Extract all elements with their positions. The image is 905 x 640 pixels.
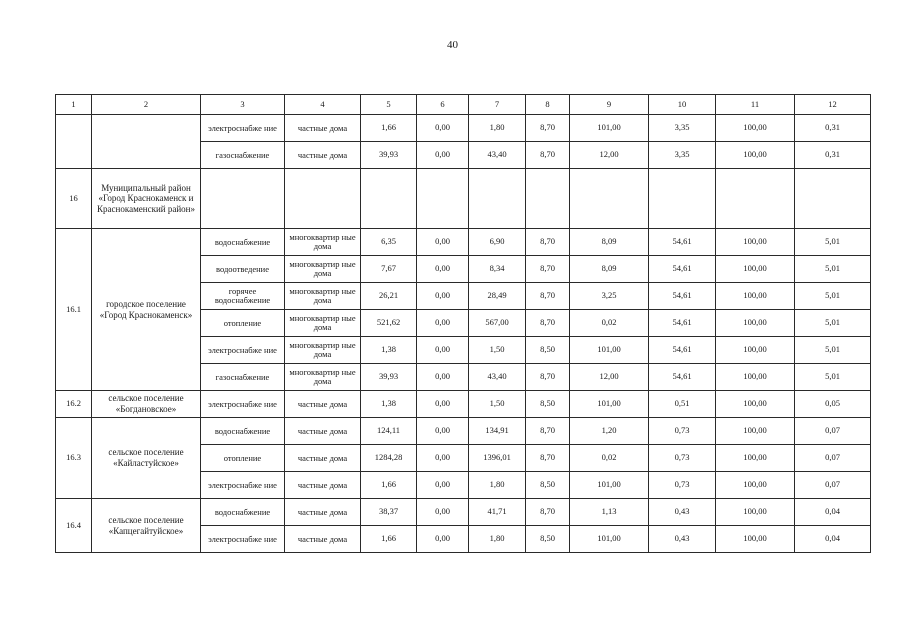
table-cell	[570, 169, 649, 229]
table-cell: 0,00	[417, 391, 469, 418]
table-cell: 0,31	[795, 115, 871, 142]
table-cell: 0,00	[417, 256, 469, 283]
table-cell: 6,35	[361, 229, 417, 256]
header-cell: 1	[56, 95, 92, 115]
row-number: 16.1	[56, 229, 92, 391]
table-cell: 0,43	[649, 499, 716, 526]
municipality-name: городское поселение «Город Краснокаменск»	[92, 229, 201, 391]
table-row	[56, 418, 871, 445]
row-number	[56, 115, 92, 169]
table-cell: 0,02	[570, 445, 649, 472]
table-cell: 1,50	[469, 337, 526, 364]
table-cell: 8,70	[526, 499, 570, 526]
table-row	[56, 391, 871, 418]
table-cell: 0,04	[795, 526, 871, 553]
row-number: 16.3	[56, 418, 92, 499]
table-cell: 54,61	[649, 337, 716, 364]
table-cell: 101,00	[570, 391, 649, 418]
table-cell: 1,38	[361, 337, 417, 364]
table-row	[56, 229, 871, 256]
table-cell: 5,01	[795, 256, 871, 283]
table-cell: 54,61	[649, 310, 716, 337]
municipality-name: сельское поселение «Богдановское»	[92, 391, 201, 418]
table-cell: 101,00	[570, 337, 649, 364]
table-cell: 8,70	[526, 310, 570, 337]
table-cell: 101,00	[570, 526, 649, 553]
table-cell: 8,70	[526, 418, 570, 445]
table-cell: газоснабжение	[201, 364, 285, 391]
table-row	[56, 115, 871, 142]
table-cell: 8,50	[526, 337, 570, 364]
table-cell: 0,43	[649, 526, 716, 553]
table-cell: многоквартир ные дома	[285, 310, 361, 337]
table-cell: 100,00	[716, 256, 795, 283]
table-cell: электроснабже ние	[201, 337, 285, 364]
table-cell: газоснабжение	[201, 142, 285, 169]
table-cell: 12,00	[570, 142, 649, 169]
table-cell: 1,66	[361, 472, 417, 499]
table-cell: 0,73	[649, 472, 716, 499]
table-cell: отопление	[201, 445, 285, 472]
table-cell: многоквартир ные дома	[285, 364, 361, 391]
table-cell: 38,37	[361, 499, 417, 526]
table-cell: 0,07	[795, 472, 871, 499]
table-cell: 0,07	[795, 418, 871, 445]
table-cell: 124,11	[361, 418, 417, 445]
table-cell: 8,70	[526, 364, 570, 391]
table-cell: 0,51	[649, 391, 716, 418]
table-cell: 1,66	[361, 526, 417, 553]
header-cell: 11	[716, 95, 795, 115]
table-cell: частные дома	[285, 391, 361, 418]
table-cell	[285, 169, 361, 229]
row-number: 16.2	[56, 391, 92, 418]
table-cell: 0,73	[649, 445, 716, 472]
table-cell: 8,34	[469, 256, 526, 283]
table-cell: 100,00	[716, 499, 795, 526]
header-cell: 2	[92, 95, 201, 115]
table-cell: 39,93	[361, 142, 417, 169]
table-cell: многоквартир ные дома	[285, 256, 361, 283]
table-cell: 8,70	[526, 115, 570, 142]
table-cell: 5,01	[795, 337, 871, 364]
table-cell: частные дома	[285, 472, 361, 499]
table-cell: 5,01	[795, 283, 871, 310]
table-cell: 0,00	[417, 526, 469, 553]
header-cell: 10	[649, 95, 716, 115]
table-cell: 0,00	[417, 337, 469, 364]
table-cell: 1,80	[469, 526, 526, 553]
table-cell: 0,00	[417, 364, 469, 391]
table-cell: 0,00	[417, 472, 469, 499]
table-cell: электроснабже ние	[201, 472, 285, 499]
table-cell: 3,25	[570, 283, 649, 310]
table-cell: 1,20	[570, 418, 649, 445]
table-cell: частные дома	[285, 115, 361, 142]
table-cell: 0,00	[417, 310, 469, 337]
table-cell: многоквартир ные дома	[285, 229, 361, 256]
municipality-name: Муниципальный район «Город Краснокаменск и Краснокаменский район»	[92, 169, 201, 229]
table-cell: 101,00	[570, 115, 649, 142]
table-cell: 100,00	[716, 142, 795, 169]
table-cell	[716, 169, 795, 229]
table-cell: водоснабжение	[201, 418, 285, 445]
table-cell: 134,91	[469, 418, 526, 445]
table-cell: 0,00	[417, 142, 469, 169]
table-cell: 100,00	[716, 310, 795, 337]
table-cell: 567,00	[469, 310, 526, 337]
table-cell: 8,70	[526, 283, 570, 310]
table-cell: 0,00	[417, 445, 469, 472]
header-cell: 3	[201, 95, 285, 115]
table-cell: 0,02	[570, 310, 649, 337]
table-cell: 8,70	[526, 445, 570, 472]
row-number: 16.4	[56, 499, 92, 553]
table-cell: 100,00	[716, 337, 795, 364]
table-cell: 1,80	[469, 115, 526, 142]
table-cell: 39,93	[361, 364, 417, 391]
table-cell: 0,07	[795, 445, 871, 472]
table-cell: 43,40	[469, 142, 526, 169]
table-cell: 8,50	[526, 391, 570, 418]
table-cell: 0,04	[795, 499, 871, 526]
municipality-name: сельское поселение «Капцегайтуйское»	[92, 499, 201, 553]
table-cell: частные дома	[285, 499, 361, 526]
municipality-name: сельское поселение «Кайластуйское»	[92, 418, 201, 499]
tariff-table	[55, 94, 871, 553]
table-cell: 100,00	[716, 364, 795, 391]
header-cell: 8	[526, 95, 570, 115]
table-cell: 101,00	[570, 472, 649, 499]
table-cell: 8,70	[526, 229, 570, 256]
table-cell: 0,00	[417, 283, 469, 310]
page-number: 40	[447, 39, 458, 51]
table-cell: 100,00	[716, 391, 795, 418]
table-cell: 1,66	[361, 115, 417, 142]
table-cell: 1284,28	[361, 445, 417, 472]
row-number: 16	[56, 169, 92, 229]
table-cell: электроснабже ние	[201, 115, 285, 142]
table-cell: 100,00	[716, 472, 795, 499]
table-cell: 5,01	[795, 229, 871, 256]
table-cell: 0,00	[417, 229, 469, 256]
header-cell: 4	[285, 95, 361, 115]
table-cell: 28,49	[469, 283, 526, 310]
table-cell: 54,61	[649, 229, 716, 256]
table-cell: 0,00	[417, 115, 469, 142]
table-cell	[201, 169, 285, 229]
table-cell: 8,09	[570, 256, 649, 283]
table-cell: 0,31	[795, 142, 871, 169]
table-cell: 100,00	[716, 115, 795, 142]
table-cell: 8,70	[526, 142, 570, 169]
table-cell: 0,00	[417, 418, 469, 445]
table-cell: 1,38	[361, 391, 417, 418]
table-cell: отопление	[201, 310, 285, 337]
table-cell	[361, 169, 417, 229]
table-cell: частные дома	[285, 142, 361, 169]
table-cell: частные дома	[285, 445, 361, 472]
table-cell: 5,01	[795, 364, 871, 391]
table-cell: частные дома	[285, 526, 361, 553]
table-cell: 5,01	[795, 310, 871, 337]
table-cell: 0,05	[795, 391, 871, 418]
table-cell: 521,62	[361, 310, 417, 337]
table-cell: 100,00	[716, 229, 795, 256]
table-cell: 1396,01	[469, 445, 526, 472]
table-cell: 8,50	[526, 526, 570, 553]
header-cell: 9	[570, 95, 649, 115]
table-row	[56, 499, 871, 526]
table-cell: горячее водоснабжение	[201, 283, 285, 310]
table-cell: 0,73	[649, 418, 716, 445]
header-row	[56, 95, 871, 115]
table-cell: водоснабжение	[201, 499, 285, 526]
table-cell: 100,00	[716, 283, 795, 310]
table-cell: 100,00	[716, 445, 795, 472]
table-cell: водоотведение	[201, 256, 285, 283]
table-cell: 8,50	[526, 472, 570, 499]
table-cell: 3,35	[649, 142, 716, 169]
table-cell: 43,40	[469, 364, 526, 391]
table-cell: 8,09	[570, 229, 649, 256]
table-cell: частные дома	[285, 418, 361, 445]
table-cell: электроснабже ние	[201, 391, 285, 418]
table-cell: многоквартир ные дома	[285, 337, 361, 364]
table-cell	[795, 169, 871, 229]
header-cell: 5	[361, 95, 417, 115]
table-row	[56, 169, 871, 229]
table-cell: 3,35	[649, 115, 716, 142]
table-cell: 54,61	[649, 364, 716, 391]
table-cell: электроснабже ние	[201, 526, 285, 553]
table-cell: 54,61	[649, 283, 716, 310]
table-cell: 0,00	[417, 499, 469, 526]
table-cell: 100,00	[716, 526, 795, 553]
table-cell: 8,70	[526, 256, 570, 283]
table-cell: 41,71	[469, 499, 526, 526]
table-cell	[649, 169, 716, 229]
table-cell	[417, 169, 469, 229]
table-cell: 1,80	[469, 472, 526, 499]
table-cell: 1,50	[469, 391, 526, 418]
table-cell: водоснабжение	[201, 229, 285, 256]
table-cell: 100,00	[716, 418, 795, 445]
table-cell: 1,13	[570, 499, 649, 526]
table-cell: 54,61	[649, 256, 716, 283]
header-cell: 6	[417, 95, 469, 115]
table-cell: 7,67	[361, 256, 417, 283]
table-cell: 26,21	[361, 283, 417, 310]
table-cell: 6,90	[469, 229, 526, 256]
table-cell	[526, 169, 570, 229]
header-cell: 7	[469, 95, 526, 115]
table-cell	[469, 169, 526, 229]
table-cell: многоквартир ные дома	[285, 283, 361, 310]
municipality-name	[92, 115, 201, 169]
table-cell: 12,00	[570, 364, 649, 391]
header-cell: 12	[795, 95, 871, 115]
